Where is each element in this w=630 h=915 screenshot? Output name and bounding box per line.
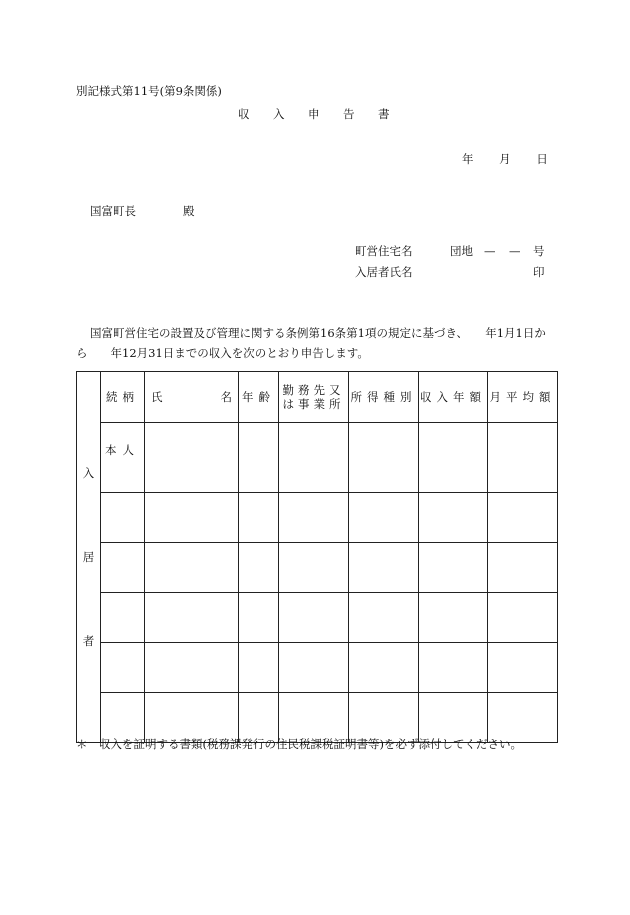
gou-label: 号 [533,244,545,258]
cell-annual-income[interactable] [419,493,488,543]
resident-side-label [77,372,101,743]
header-workplace-line-2: は事業所 [282,397,345,411]
body-text-line-2: ら 年12月31日までの収入を次のとおり申告します。 [76,346,369,360]
cell-age[interactable] [239,643,279,693]
cell-name[interactable] [145,493,239,543]
date-month: 月 [499,152,511,166]
cell-age[interactable] [239,593,279,643]
header-monthly-average: 月平均額 [488,372,558,423]
cell-name[interactable] [145,423,239,493]
cell-annual-income[interactable] [419,593,488,643]
income-table [76,371,558,743]
header-age: 年齢 [239,372,279,423]
seal-mark: 印 [533,265,545,279]
cell-income-type[interactable] [349,693,419,743]
addressee-suffix: 殿 [183,204,195,218]
cell-relation[interactable] [101,593,145,643]
cell-age[interactable] [239,543,279,593]
header-name-right: 名 [220,390,232,404]
table-row [77,423,558,493]
cell-workplace[interactable] [279,643,349,693]
header-income-type: 所得種別 [349,372,419,423]
header-name [145,372,239,423]
table-row [77,593,558,643]
cell-age[interactable] [239,693,279,743]
header-relation: 続柄 [101,372,145,423]
cell-name[interactable] [145,593,239,643]
side-label-char: 居 [82,550,95,564]
cell-relation[interactable]: 本人 [101,423,145,493]
footnote: ＊ 収入を証明する書類(税務課発行の住民税課税証明書等)を必ず添付してください。 [76,737,522,751]
cell-relation[interactable] [101,543,145,593]
document-title: 収 入 申 告 書 [238,107,396,121]
cell-name[interactable] [145,693,239,743]
header-workplace-line-1: 勤務先又 [282,383,345,397]
cell-workplace[interactable] [279,693,349,743]
cell-age[interactable] [239,423,279,493]
cell-workplace[interactable] [279,423,349,493]
header-workplace [279,372,349,423]
cell-workplace[interactable] [279,493,349,543]
date-year: 年 [462,152,474,166]
cell-income-type[interactable] [349,543,419,593]
cell-income-type[interactable] [349,423,419,493]
date-line [462,152,548,166]
cell-relation[interactable] [101,693,145,743]
cell-workplace[interactable] [279,543,349,593]
cell-workplace[interactable] [279,593,349,643]
header-name-left: 氏 [151,390,163,404]
cell-age[interactable] [239,493,279,543]
form-reference: 別記様式第11号(第9条関係) [76,84,222,98]
table-row [77,543,558,593]
cell-income-type[interactable] [349,593,419,643]
cell-income-type[interactable] [349,643,419,693]
cell-income-type[interactable] [349,493,419,543]
cell-monthly-average[interactable] [488,493,558,543]
cell-annual-income[interactable] [419,423,488,493]
cell-monthly-average[interactable] [488,693,558,743]
table-header-row [77,372,558,423]
cell-relation[interactable] [101,643,145,693]
cell-monthly-average[interactable] [488,593,558,643]
cell-annual-income[interactable] [419,643,488,693]
addressee-name: 国富町長 [90,204,136,218]
side-label-char: 者 [82,634,95,648]
cell-relation[interactable] [101,493,145,543]
date-day: 日 [536,152,548,166]
cell-annual-income[interactable] [419,543,488,593]
cell-monthly-average[interactable] [488,643,558,693]
cell-name[interactable] [145,643,239,693]
dash-one: — [484,244,496,258]
cell-annual-income[interactable] [419,693,488,743]
table-row [77,693,558,743]
cell-monthly-average[interactable] [488,543,558,593]
header-annual-income: 収入年額 [419,372,488,423]
body-text-line-1: 国富町営住宅の設置及び管理に関する条例第16条第1項の規定に基づき、 年1月1日か [90,326,546,340]
side-label-char: 入 [82,466,95,480]
housing-label: 町営住宅名 [355,244,413,258]
table-row [77,643,558,693]
table-row [77,493,558,543]
dash-two: — [509,244,521,258]
danchi-label: 団地 [450,244,473,258]
resident-name-label: 入居者氏名 [355,265,413,279]
cell-name[interactable] [145,543,239,593]
cell-monthly-average[interactable] [488,423,558,493]
